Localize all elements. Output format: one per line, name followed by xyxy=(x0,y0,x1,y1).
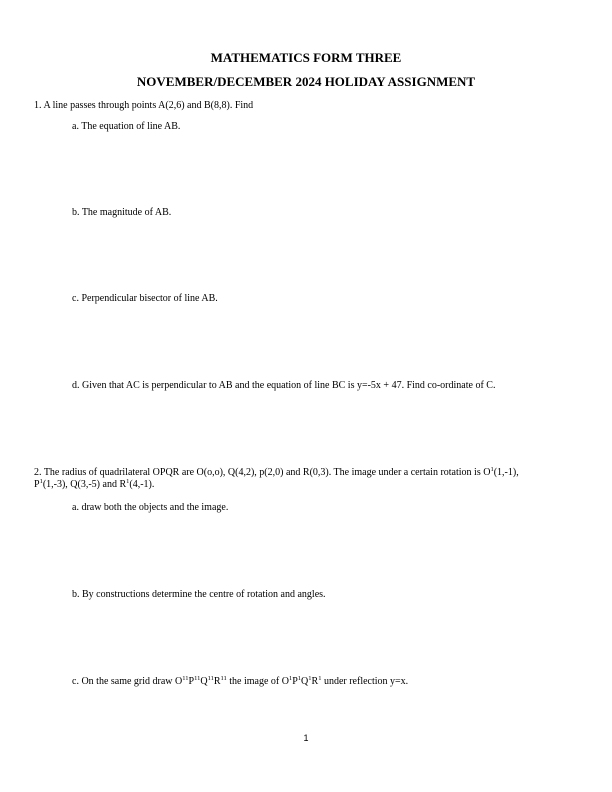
question-1-stem: 1. A line passes through points A(2,6) and B(8,8). Find xyxy=(34,100,254,111)
question-2c-text: R xyxy=(213,676,221,687)
question-1b: b. The magnitude of AB. xyxy=(72,207,172,218)
question-2-stem xyxy=(34,467,579,491)
prime-superscript: 1 xyxy=(318,675,322,682)
prime-superscript: 1 xyxy=(126,478,130,485)
prime-superscript: 11 xyxy=(207,675,214,682)
question-2c-text: c. On the same grid draw O xyxy=(72,676,183,687)
question-2c-text: P xyxy=(292,676,298,687)
question-2-stem-text: (1,-1), xyxy=(493,467,519,478)
question-2a: a. draw both the objects and the image. xyxy=(72,502,229,513)
question-1d: d. Given that AC is perpendicular to AB and the equation of line BC is y=-5x + 47. Find co-ordinate of C. xyxy=(72,380,496,391)
prime-superscript: 1 xyxy=(490,466,494,473)
question-1c: c. Perpendicular bisector of line AB. xyxy=(72,293,218,304)
prime-superscript: 1 xyxy=(297,675,302,682)
question-2c xyxy=(72,676,408,688)
prime-superscript: 11 xyxy=(194,675,201,682)
question-2-stem-text: (1,-3), Q(3,-5) and R xyxy=(42,479,127,490)
prime-superscript: 1 xyxy=(39,478,43,485)
prime-superscript: 1 xyxy=(308,675,312,682)
prime-superscript: 1 xyxy=(288,675,293,682)
question-2-stem-text: P xyxy=(34,479,40,490)
page-number: 1 xyxy=(303,733,309,743)
prime-superscript: 11 xyxy=(220,675,227,682)
question-2c-text: under reflection y=x. xyxy=(321,676,409,687)
document-title: MATHEMATICS FORM THREE xyxy=(210,50,402,65)
document-subtitle: NOVEMBER/DECEMBER 2024 HOLIDAY ASSIGNMENT xyxy=(136,74,476,89)
question-2-stem-text: (4,-1). xyxy=(129,479,155,490)
prime-superscript: 11 xyxy=(182,675,189,682)
question-2-stem-text: 2. The radius of quadrilateral OPQR are O(o,o), Q(4,2), p(2,0) and R(0,3). The image under a certain rotation is O xyxy=(34,467,491,478)
question-2c-text: Q xyxy=(200,676,208,687)
question-2c-text: R xyxy=(311,676,319,687)
question-2b: b. By constructions determine the centre of rotation and angles. xyxy=(72,589,326,600)
question-2c-text: the image of O xyxy=(226,676,289,687)
question-2c-text: P xyxy=(188,676,195,687)
question-1a: a. The equation of line AB. xyxy=(72,121,181,132)
question-2c-text: Q xyxy=(301,676,309,687)
